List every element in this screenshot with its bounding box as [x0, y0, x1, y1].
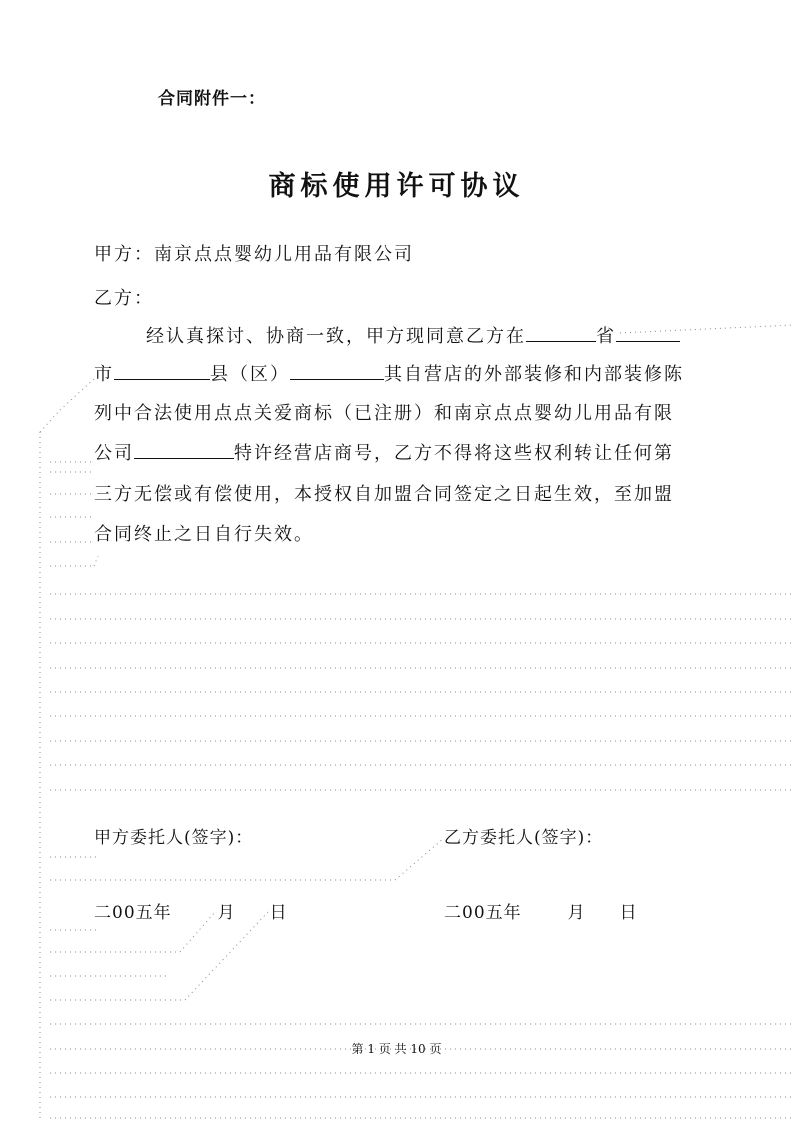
- party-a-date: [94, 898, 288, 923]
- body-line-1: [146, 322, 680, 348]
- attachment-title: 合同附件一：: [158, 89, 266, 109]
- date-year: 二00五年: [444, 903, 522, 923]
- page-footer: 第 1 页 共 10 页: [351, 1042, 442, 1056]
- party-b: 乙方：: [94, 288, 154, 309]
- party-a-signature-label: 甲方委托人(签字)：: [94, 828, 254, 848]
- party-a: 甲方：南京点点婴幼儿用品有限公司: [94, 244, 414, 265]
- body-line-2: [94, 360, 684, 386]
- body-line-3: 列中合法使用点点关爱商标（已注册）和南京点点婴幼儿用品有限: [94, 403, 674, 424]
- body-text: 特许经营店商号，乙方不得将这些权利转让任何第: [234, 443, 674, 464]
- city-blank[interactable]: [616, 323, 680, 342]
- body-line-4: [94, 439, 674, 465]
- date-month: 月: [567, 903, 586, 923]
- body-text: 市: [94, 364, 114, 385]
- date-day: 日: [619, 903, 638, 923]
- body-text: 公司: [94, 443, 134, 464]
- document-title: 商标使用许可协议: [268, 171, 525, 202]
- company-name-blank[interactable]: [134, 440, 234, 459]
- body-text: 县（区）: [210, 364, 290, 385]
- body-text: 其自营店的外部装修和内部装修陈: [384, 364, 684, 385]
- district-blank[interactable]: [290, 361, 384, 380]
- party-b-signature-label: 乙方委托人(签字)：: [444, 828, 604, 848]
- date-month: 月: [217, 903, 236, 923]
- party-b-date: [444, 898, 638, 923]
- body-line-6: 合同终止之日自行失效。: [94, 524, 314, 545]
- body-line-5: 三方无偿或有偿使用，本授权自加盟合同签定之日起生效，至加盟: [94, 484, 674, 505]
- county-blank[interactable]: [114, 361, 210, 380]
- date-day: 日: [269, 903, 288, 923]
- body-text: 经认真探讨、协商一致，甲方现同意乙方在: [146, 326, 526, 347]
- date-year: 二00五年: [94, 903, 172, 923]
- body-text: 省: [596, 326, 616, 347]
- province-blank[interactable]: [526, 323, 596, 342]
